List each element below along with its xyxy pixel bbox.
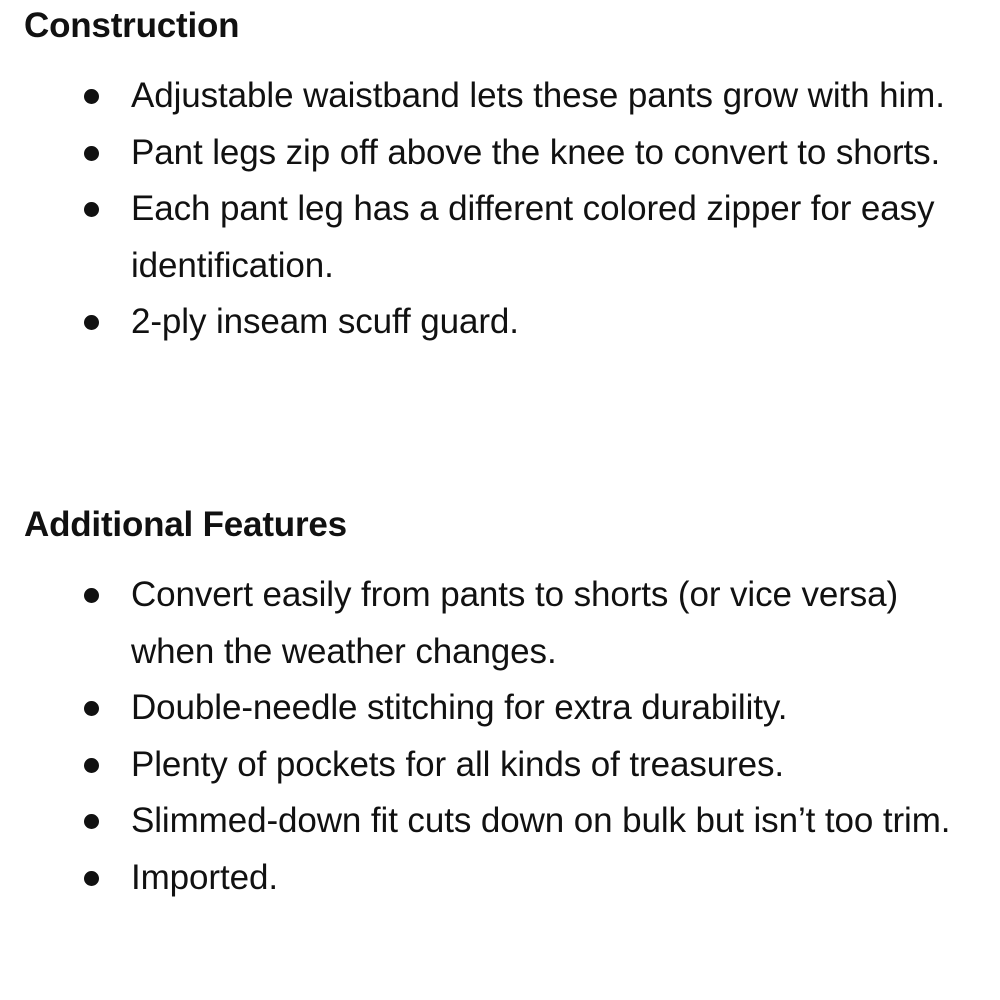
bullet-icon — [84, 758, 99, 773]
bullet-icon — [84, 588, 99, 603]
bullet-item — [0, 68, 1000, 125]
bullet-text: Pant legs zip off above the knee to convert to shorts. — [131, 132, 941, 172]
bullet-text: Each pant leg has a different colored zipper for easy identification. — [131, 189, 935, 285]
section-heading-additional-features: Additional Features — [24, 505, 347, 544]
bullet-item — [0, 680, 1000, 737]
bullet-text: Slimmed-down fit cuts down on bulk but isn’t too trim. — [131, 801, 951, 840]
bullet-text: Double-needle stitching for extra durability. — [131, 688, 788, 727]
bullet-item — [0, 294, 1000, 351]
bullet-icon — [84, 315, 99, 330]
bullet-item — [0, 181, 1000, 294]
bullet-item — [0, 793, 1000, 850]
bullet-item — [0, 850, 1000, 907]
bullet-item — [0, 567, 1000, 680]
bullet-icon — [84, 814, 99, 829]
construction-bullet-list — [0, 68, 1000, 351]
additional-features-bullet-list — [0, 567, 1000, 906]
bullet-text: Adjustable waistband lets these pants grow with him. — [131, 76, 945, 115]
bullet-text: 2-ply inseam scuff guard. — [131, 302, 519, 341]
bullet-text: Convert easily from pants to shorts (or vice versa) when the weather changes. — [131, 575, 899, 671]
bullet-icon — [84, 89, 99, 104]
section-heading-construction: Construction — [24, 6, 240, 45]
bullet-text: Imported. — [131, 857, 278, 897]
bullet-icon — [84, 202, 99, 217]
bullet-icon — [84, 146, 99, 161]
bullet-icon — [84, 701, 99, 716]
bullet-item — [0, 125, 1000, 182]
bullet-icon — [84, 871, 99, 886]
bullet-item — [0, 737, 1000, 794]
bullet-text: Plenty of pockets for all kinds of treasures. — [131, 744, 785, 784]
